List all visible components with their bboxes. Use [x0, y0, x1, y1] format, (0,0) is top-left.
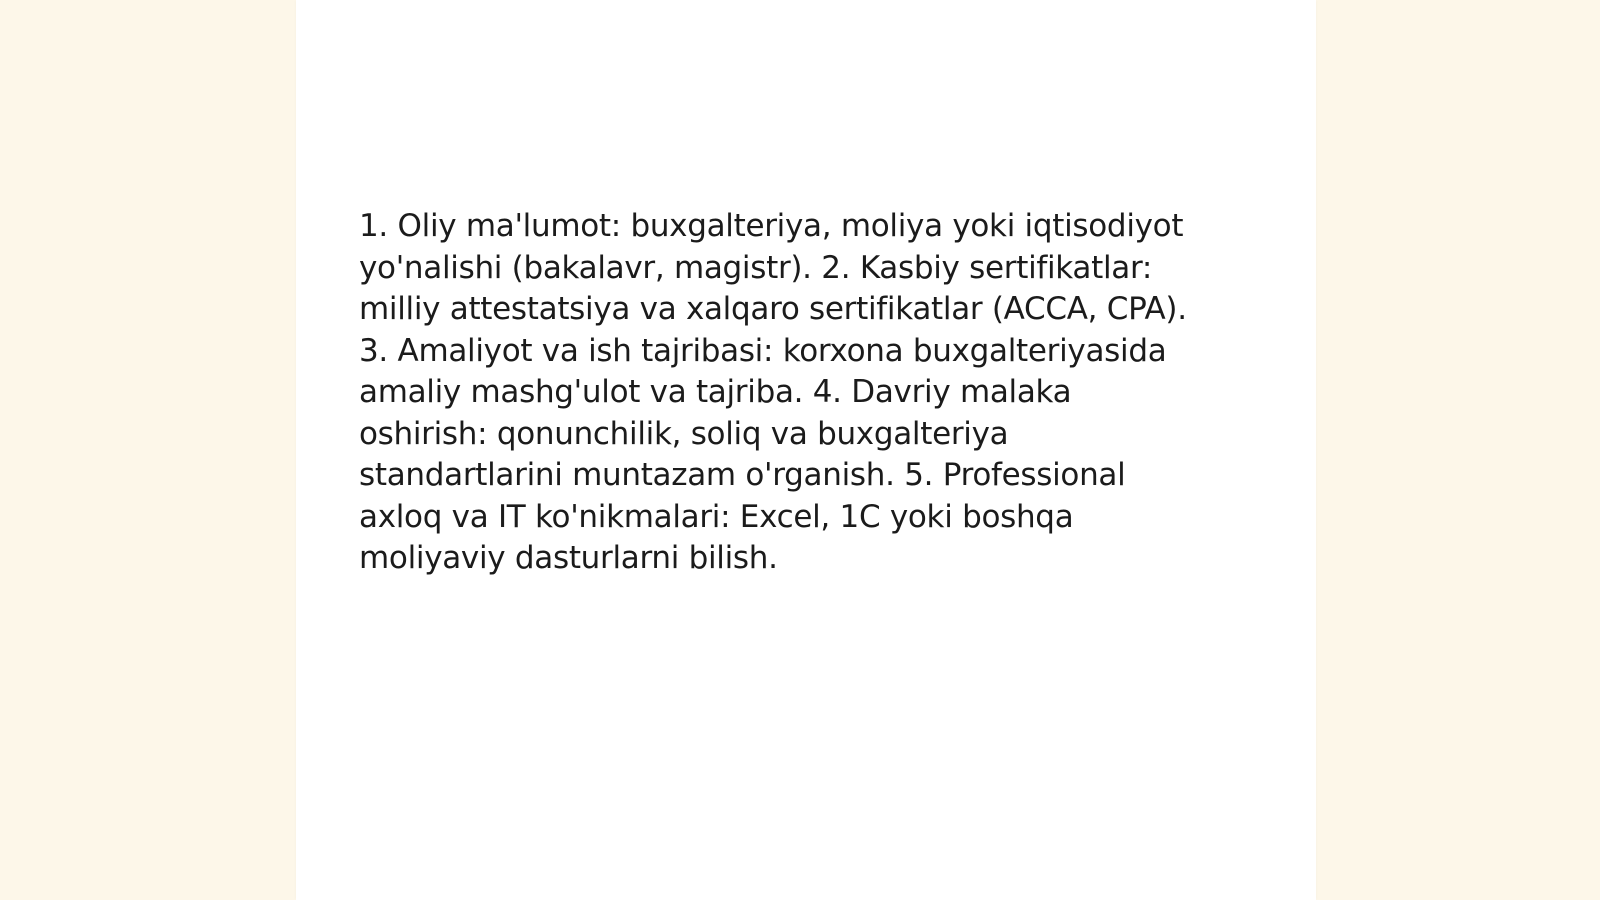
text-line: axloq va IT ko'nikmalari: Excel, 1C yoki boshqa [359, 498, 1074, 535]
text-line: amaliy mashg'ulot va tajriba. 4. Davriy malaka [359, 374, 1072, 410]
document-slide [296, 0, 1316, 900]
text-line: milliy attestatsiya va xalqaro sertifikatlar (ACCA, CPA). [359, 291, 1187, 327]
text-line: oshirish: qonunchilik, soliq va buxgalteriya [359, 415, 1009, 452]
text-line: moliyaviy dasturlarni bilish. [359, 540, 778, 576]
text-line: yo'nalishi (bakalavr, magistr). 2. Kasbiy sertifikatlar: [359, 249, 1153, 286]
requirements-text [359, 206, 1259, 580]
text-line: 3. Amaliyot va ish tajribasi: korxona buxgalteriyasida [359, 332, 1167, 369]
text-line: standartlarini muntazam o'rganish. 5. Professional [359, 457, 1126, 493]
text-line: 1. Oliy ma'lumot: buxgalteriya, moliya yoki iqtisodiyot [359, 208, 1184, 244]
